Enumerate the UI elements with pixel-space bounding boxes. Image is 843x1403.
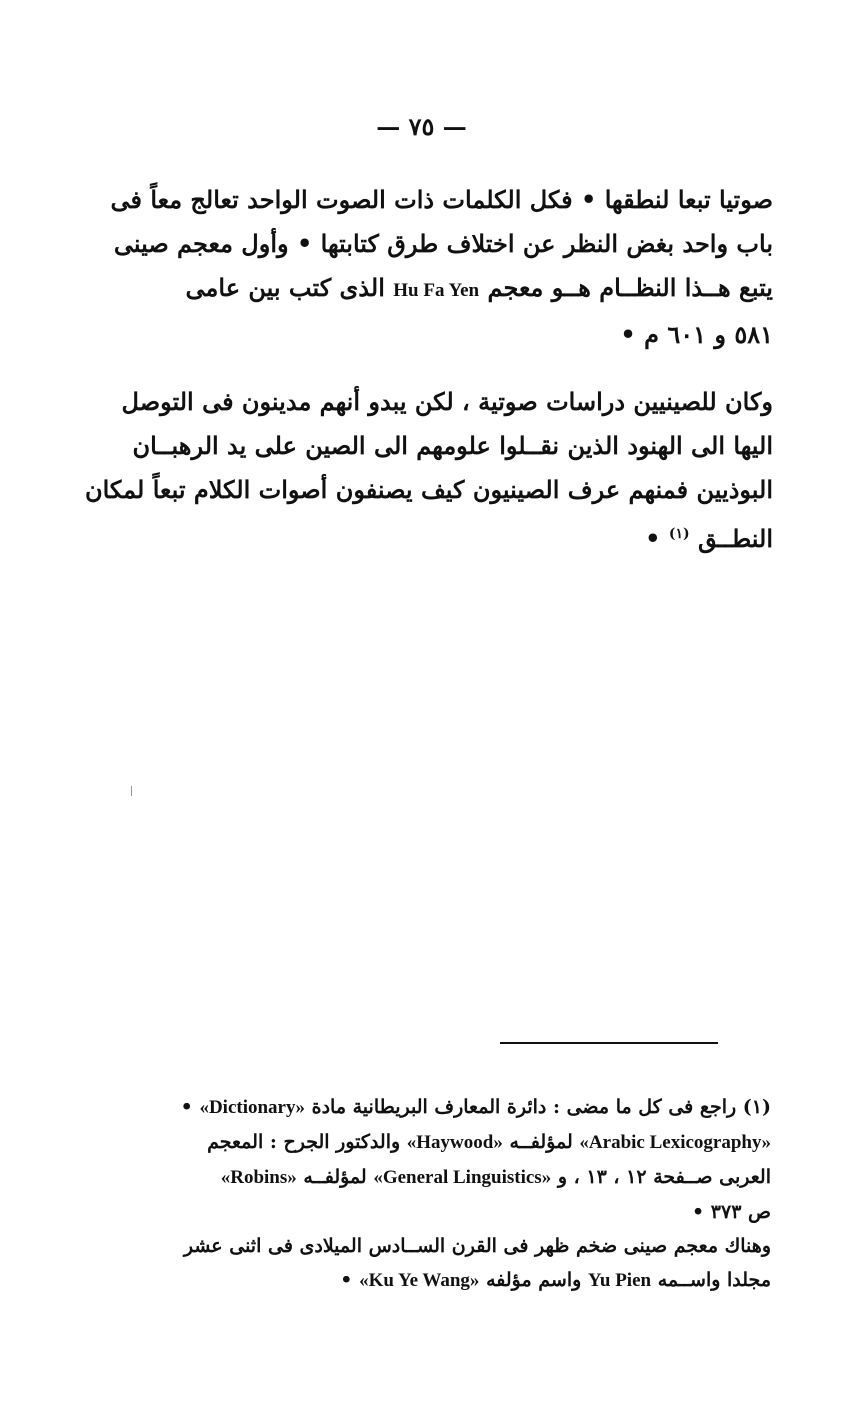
paragraph-line — [83, 266, 773, 313]
footnote-line — [71, 1090, 771, 1125]
footnote-text: والدكتور الجرح : المعجم — [207, 1131, 401, 1153]
latin-title: «Arabic Lexicography» — [579, 1132, 771, 1153]
page-number: — ٧٥ — — [376, 112, 467, 141]
latin-title: «General Linguistics» — [373, 1167, 552, 1188]
footnote-line — [71, 1160, 771, 1195]
paragraph-line: باب واحد بغض النظر عن اختلاف طرق كتابتها • وأول معجم صينى — [113, 229, 773, 258]
footnote-text: العربى صــفحة ١٢ ، ١٣ ، و — [557, 1166, 771, 1188]
footnote-text: • — [180, 1096, 193, 1118]
body-paragraph-2 — [83, 380, 773, 561]
footnote-line: وهناك معجم صينى ضخم ظهر فى القرن الســادس الميلادى فى اثنى عشر — [183, 1235, 771, 1257]
footnotes — [71, 1090, 771, 1298]
paragraph-line: اليها الى الهنود الذين نقــلوا علومهم الى الصين على يد الرهبــان — [132, 431, 773, 460]
paragraph-line: البوذيين فمنهم عرف الصينيون كيف يصنفون أصوات الكلام تبعاً لمكان — [84, 475, 773, 504]
scan-speck — [131, 786, 132, 796]
latin-author: «Ku Ye Wang» — [359, 1270, 480, 1291]
paragraph-text: النطــق — [698, 524, 773, 553]
latin-title: Hu Fa Yen — [393, 280, 480, 301]
footnote-line — [71, 1263, 771, 1298]
latin-author: «Robins» — [220, 1167, 297, 1188]
paragraph-line: وكان للصينيين دراسات صوتية ، لكن يبدو أنهم مدينون فى التوصل — [121, 387, 773, 416]
footnote-text: واسم مؤلفه — [486, 1269, 582, 1291]
footnote-divider — [500, 1042, 718, 1044]
latin-author: «Haywood» — [406, 1132, 503, 1153]
footnote-text: (١) راجع فى كل ما مضى : دائرة المعارف البريطانية مادة — [311, 1096, 771, 1118]
paragraph-line — [83, 512, 773, 561]
paragraph-text: يتبع هــذا النظــام هــو معجم — [487, 273, 773, 302]
footnote-text: لمؤلفــه — [303, 1166, 367, 1188]
body-paragraph-1 — [83, 178, 773, 357]
footnote-marker: (١) — [668, 526, 690, 542]
paragraph-line: ٥٨١ و ٦٠١ م • — [620, 320, 773, 349]
footnote-text: مجلدا واســمه — [657, 1269, 771, 1291]
latin-title: Yu Pien — [587, 1270, 652, 1291]
paragraph-text: الذى كتب بين عامى — [185, 273, 385, 302]
paragraph-text: • — [645, 524, 661, 553]
latin-title: «Dictionary» — [199, 1097, 305, 1118]
footnote-line — [71, 1125, 771, 1160]
footnote-line: ص ٣٧٣ • — [692, 1201, 771, 1223]
footnote-text: لمؤلفــه — [509, 1131, 573, 1153]
paragraph-line: صوتيا تبعا لنطقها • فكل الكلمات ذات الصوت الواحد تعالج معاً فى — [110, 185, 773, 214]
footnote-text: • — [340, 1269, 353, 1291]
